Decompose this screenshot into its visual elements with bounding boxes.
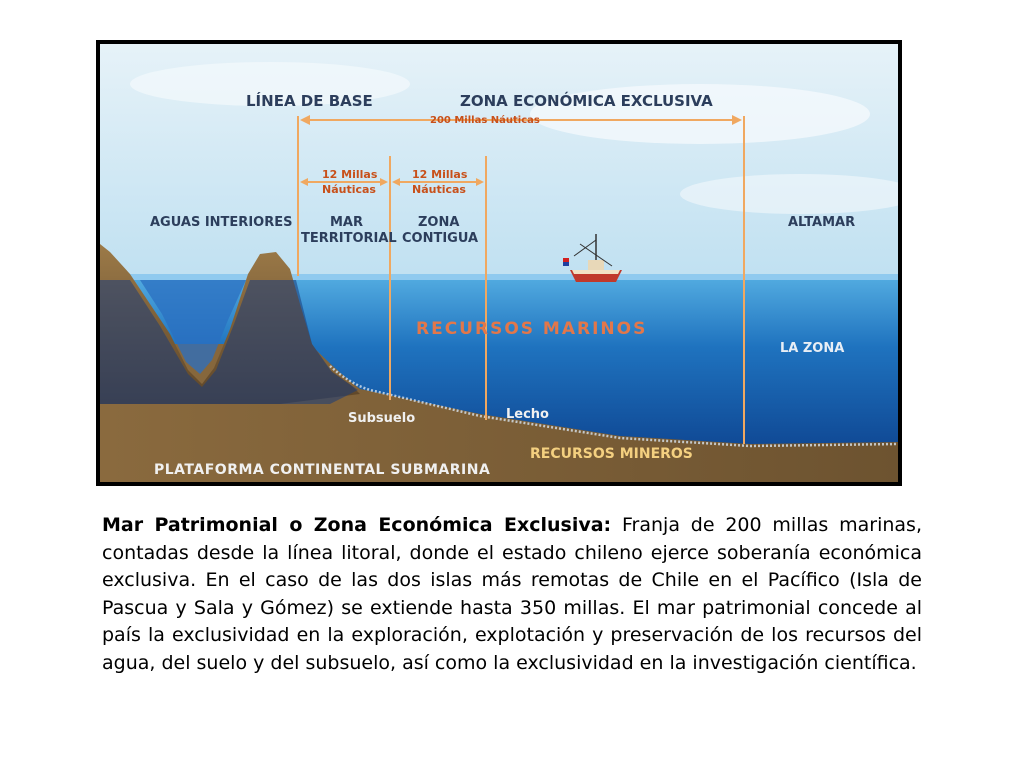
label-mar-territorial-line2: TERRITORIAL [301, 231, 397, 246]
label-aguas-interiores: AGUAS INTERIORES [150, 215, 293, 230]
label-subsuelo: Subsuelo [348, 411, 416, 426]
label-recursos-marinos: RECURSOS MARINOS [416, 319, 648, 339]
label-zona-contigua-line1: ZONA [418, 215, 460, 230]
label-recursos-mineros: RECURSOS MINEROS [530, 446, 693, 462]
caption-title: Mar Patrimonial o Zona Económica Exclusiva: [102, 514, 612, 536]
label-zona-economica: ZONA ECONÓMICA EXCLUSIVA [460, 92, 713, 110]
label-12-millas-a-line2: Náuticas [322, 183, 376, 196]
label-zona-contigua-line2: CONTIGUA [402, 231, 479, 246]
label-12-millas-a-line1: 12 Millas [322, 168, 378, 181]
label-200-millas: 200 Millas Náuticas [430, 115, 540, 126]
label-lecho: Lecho [506, 407, 549, 422]
label-plataforma-continental: PLATAFORMA CONTINENTAL SUBMARINA [154, 462, 491, 478]
label-12-millas-b-line2: Náuticas [412, 183, 466, 196]
label-altamar: ALTAMAR [788, 215, 856, 230]
caption-body: Franja de 200 millas marinas, contadas desde la línea litoral, donde el estado chileno ejerce soberanía económica exclusiva. En el caso de las dos islas más remotas de Chile en el Pacífico (Isla de Pascua y Sala y Gómez) se extiende hasta 350 millas. El mar patrimonial concede al país la exclusividad en la exploración, explotación y preservación de los recursos del agua, del suelo y del subsuelo, así como la exclusividad en la investigación científica. [102, 514, 923, 674]
label-12-millas-b-line1: 12 Millas [412, 168, 468, 181]
diagram-canvas [100, 44, 898, 482]
label-mar-territorial-line1: MAR [330, 215, 364, 230]
sea-surface [100, 274, 898, 280]
maritime-zones-diagram [96, 40, 902, 486]
label-la-zona: LA ZONA [780, 341, 845, 356]
caption-paragraph [102, 512, 922, 678]
label-linea-base: LÍNEA DE BASE [246, 92, 373, 110]
